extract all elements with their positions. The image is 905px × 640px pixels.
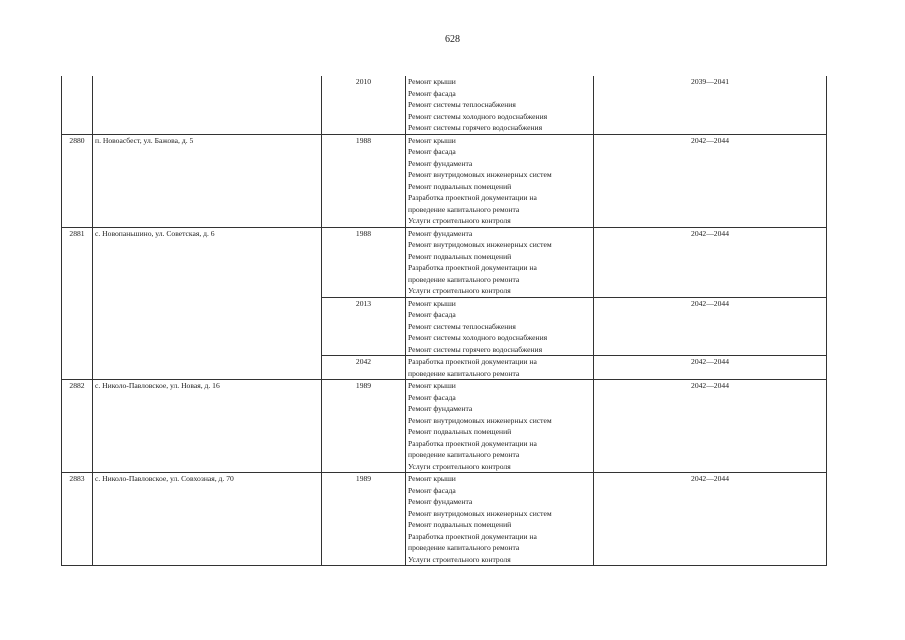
work-item: Услуги строительного контроля	[408, 286, 511, 295]
row-year: 1989	[322, 473, 406, 566]
work-item: Ремонт фасада	[408, 147, 456, 156]
row-number	[62, 76, 93, 134]
row-address: п. Новоасбест, ул. Бажова, д. 5	[93, 134, 322, 227]
work-item: Ремонт внутридомовых инженерных систем	[408, 415, 552, 425]
row-number: 2881	[62, 227, 93, 380]
row-number: 2880	[62, 134, 93, 227]
work-item: Ремонт крыши	[408, 77, 456, 86]
work-item: Ремонт подвальных помещений	[408, 251, 512, 261]
row-works	[406, 297, 594, 356]
row-year: 2042	[322, 356, 406, 380]
row-year: 1988	[322, 227, 406, 297]
work-item: Ремонт подвальных помещений	[408, 181, 512, 191]
row-works	[406, 356, 594, 380]
work-item: Разработка проектной документации на	[408, 438, 537, 448]
work-item: проведение капитального ремонта	[408, 274, 520, 284]
work-item: проведение капитального ремонта	[408, 450, 520, 459]
work-item: Ремонт внутридомовых инженерных систем	[408, 240, 552, 249]
row-number: 2882	[62, 380, 93, 473]
row-period: 2042—2044	[594, 297, 827, 356]
row-period: 2042—2044	[594, 134, 827, 227]
row-period: 2039—2041	[594, 76, 827, 134]
work-item: Ремонт фундамента	[408, 404, 473, 413]
row-address: с. Николо-Павловское, ул. Совхозная, д. 70	[93, 473, 322, 566]
page-number: 628	[445, 34, 460, 45]
work-item: проведение капитального ремонта	[408, 368, 520, 378]
row-address: с. Новопаньшино, ул. Советская, д. 6	[93, 227, 322, 380]
work-item: Ремонт крыши	[408, 381, 456, 390]
table-row	[62, 473, 827, 566]
work-item: Ремонт системы теплоснабжения	[408, 100, 516, 109]
row-period: 2042—2044	[594, 473, 827, 566]
row-address	[93, 76, 322, 134]
row-year: 2013	[322, 297, 406, 356]
repair-schedule-table	[61, 76, 827, 566]
row-works	[406, 227, 594, 297]
work-item: Разработка проектной документации на	[408, 193, 537, 202]
row-works	[406, 380, 594, 473]
work-item: Ремонт фундамента	[408, 228, 473, 238]
table-row	[62, 134, 827, 227]
work-item: Ремонт подвальных помещений	[408, 520, 512, 529]
work-item: Ремонт фундамента	[408, 497, 473, 506]
work-item: Ремонт системы теплоснабжения	[408, 321, 516, 331]
work-item: Ремонт фасада	[408, 392, 456, 402]
work-item: Разработка проектной документации на	[408, 357, 537, 366]
work-item: проведение капитального ремонта	[408, 543, 520, 552]
work-item: Услуги строительного контроля	[408, 461, 511, 471]
row-year: 1988	[322, 134, 406, 227]
work-item: Ремонт крыши	[408, 135, 456, 145]
work-item: Услуги строительного контроля	[408, 216, 511, 225]
work-item: Ремонт внутридомовых инженерных систем	[408, 508, 552, 518]
work-item: Ремонт фундамента	[408, 158, 473, 168]
work-item: Разработка проектной документации на	[408, 263, 537, 272]
row-period: 2042—2044	[594, 227, 827, 297]
work-item: Ремонт внутридомовых инженерных систем	[408, 170, 552, 179]
row-works	[406, 134, 594, 227]
work-item: Ремонт фасада	[408, 485, 456, 495]
work-item: Ремонт системы холодного водоснабжения	[408, 333, 548, 342]
row-period: 2042—2044	[594, 380, 827, 473]
work-item: Ремонт крыши	[408, 298, 456, 308]
row-works	[406, 76, 594, 134]
work-item: Разработка проектной документации на	[408, 531, 537, 541]
row-year: 2010	[322, 76, 406, 134]
work-item: Ремонт системы холодного водоснабжения	[408, 111, 548, 121]
work-item: Услуги строительного контроля	[408, 554, 511, 564]
row-address: с. Николо-Павловское, ул. Новая, д. 16	[93, 380, 322, 473]
row-year: 1989	[322, 380, 406, 473]
work-item: проведение капитального ремонта	[408, 204, 520, 214]
work-item: Ремонт фасада	[408, 310, 456, 319]
work-item: Ремонт системы горячего водоснабжения	[408, 344, 543, 354]
row-number: 2883	[62, 473, 93, 566]
work-item: Ремонт крыши	[408, 474, 456, 483]
work-item: Ремонт фасада	[408, 88, 456, 98]
work-item: Ремонт подвальных помещений	[408, 427, 512, 436]
table-row	[62, 76, 827, 134]
table-row	[62, 380, 827, 473]
row-period: 2042—2044	[594, 356, 827, 380]
table-row	[62, 227, 827, 297]
work-item: Ремонт системы горячего водоснабжения	[408, 123, 543, 132]
row-works	[406, 473, 594, 566]
